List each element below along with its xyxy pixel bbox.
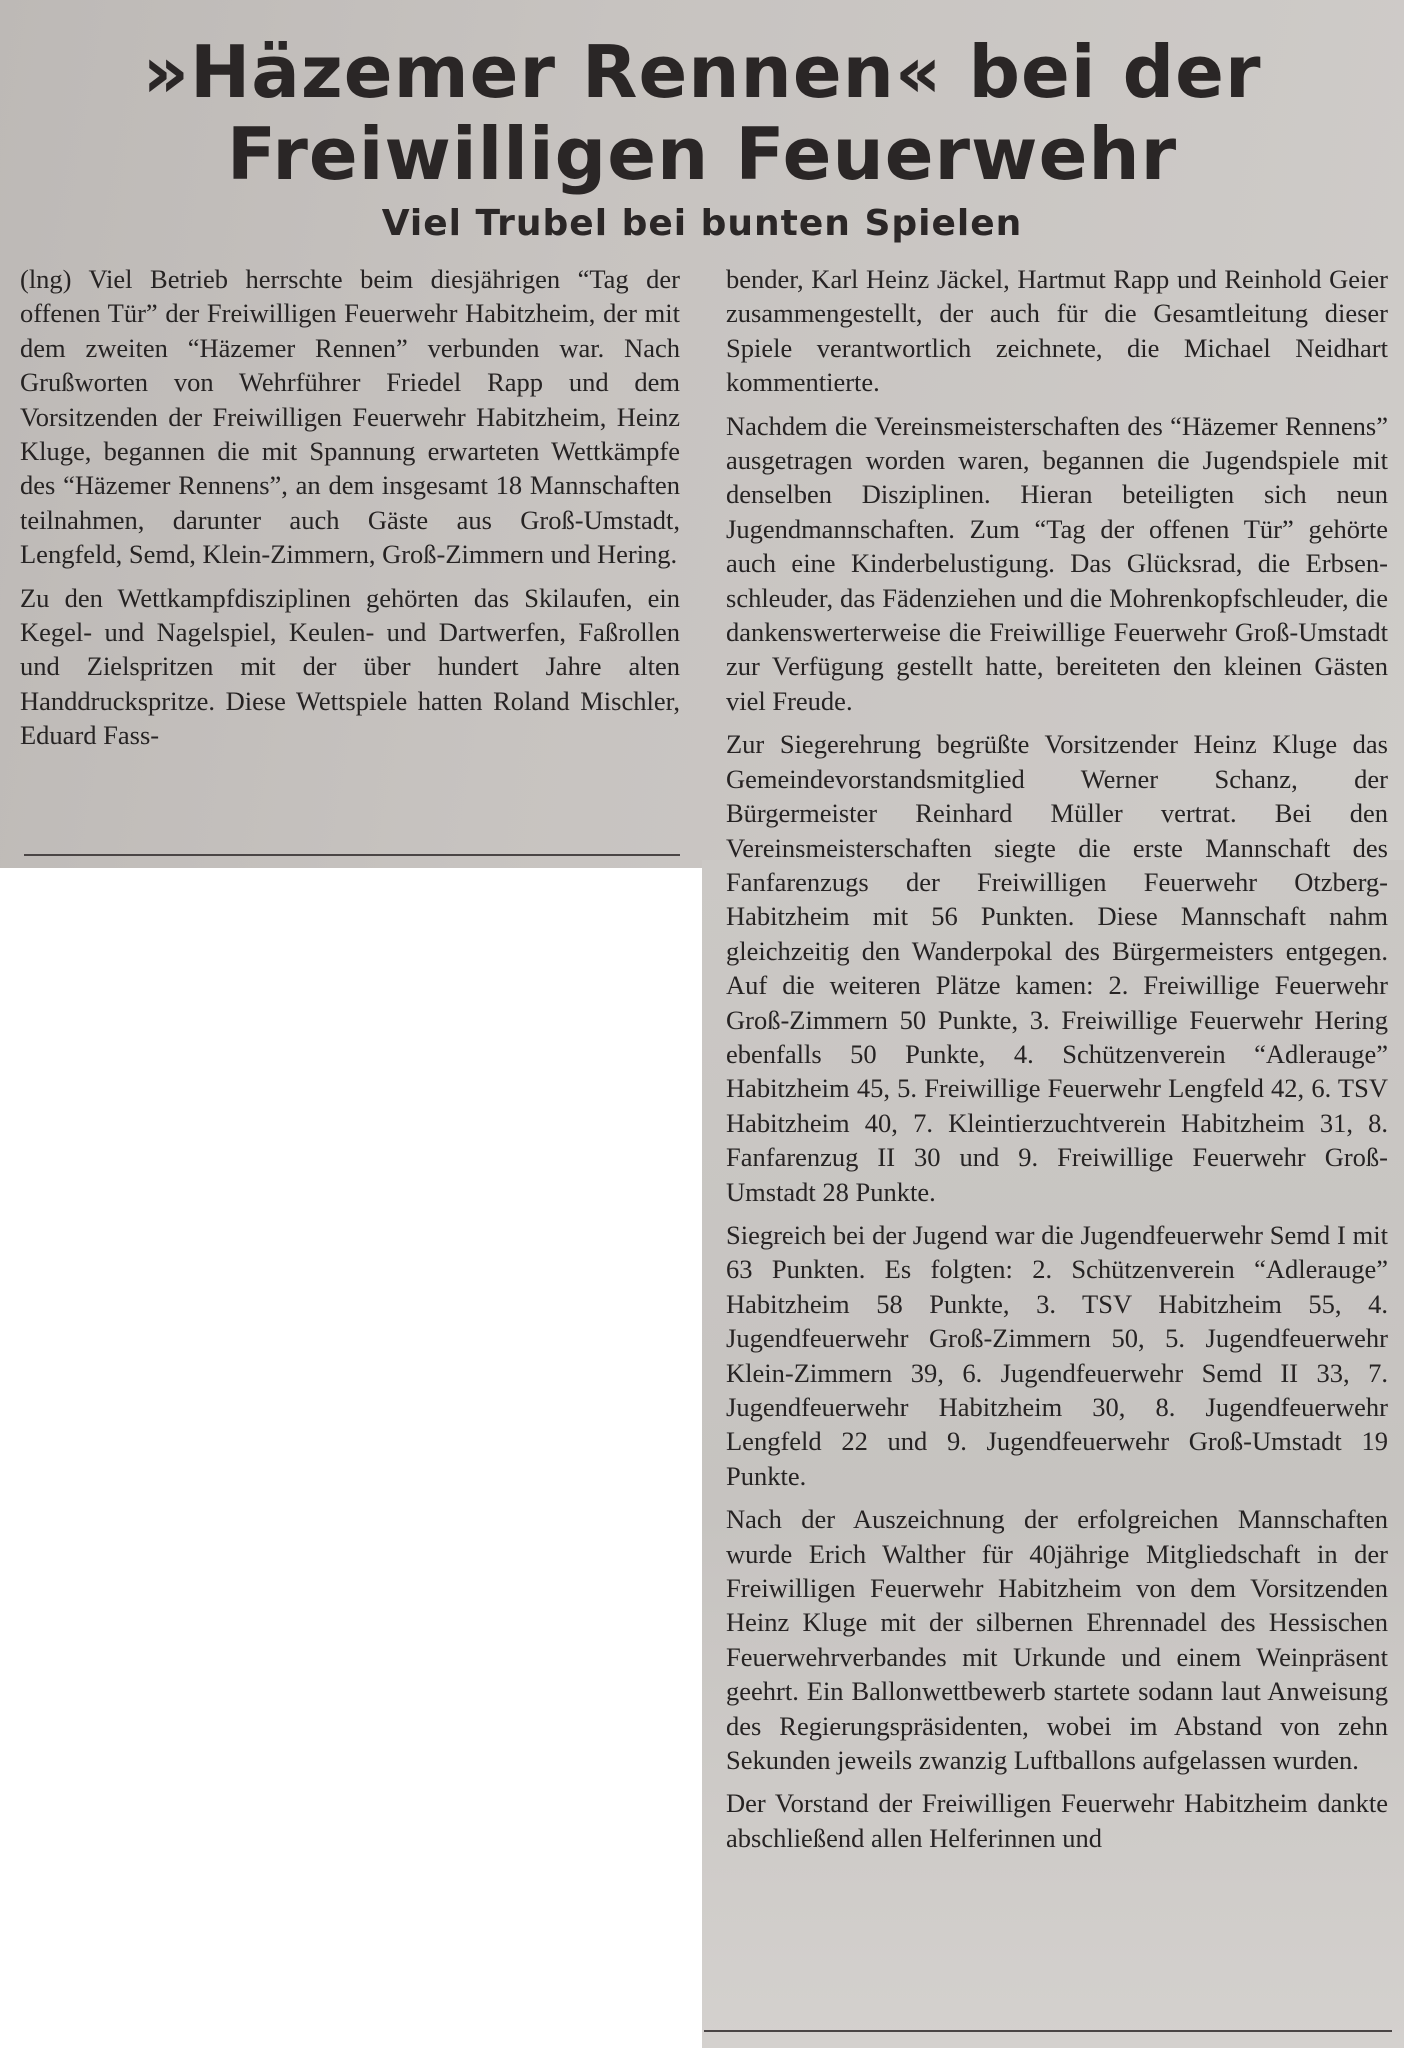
headline-line-1: »Häzemer Rennen« bei der [142,30,1262,114]
subheadline: Viel Trubel bei bunten Spielen [381,203,1023,244]
article-left-column [20,262,680,762]
paragraph: Siegreich bei der Jugend war die Jugendfeuerwehr Semd I mit 63 Punkten. Es folgten: 2. Schützenverein “Adlerauge” Habitzheim 58 Punkte, 3. TSV Habitzheim 55, 4. Jugendfeuerwehr Groß-Zimmern 50, 5. Jugendfeuerwehr Klein-Zimmern 39, 6. Jugendfeuerwehr Semd II 33, 7. Jugendfeuerwehr Habitzheim 30, 8. Jugendfeuerwehr Lengfeld 22 und 9. Jugendfeuerwehr Groß-Umstadt 19 Punkte. [726,1219,1388,1491]
paragraph: (lng) Viel Betrieb herrschte beim diesjährigen “Tag der offenen Tür” der Freiwilligen Feuerwehr Habitzheim, der mit dem zweiten “Häzemer Rennen” verbunden war. Nach Grußworten von Wehrführer Friedel Rapp und dem Vorsitzenden der Freiwilligen Feuerwehr Habitzheim, Heinz Kluge, begannen die mit Spannung erwarteten Wettkämpfe des “Häzemer Rennens”, an dem insgesamt 18 Mannschaften teilnahmen, darunter auch Gäste aus Groß-Umstadt, Lengfeld, Semd, Klein-Zimmern, Groß-Zimmern und Hering. [20,264,680,570]
paragraph: bender, Karl Heinz Jäckel, Hartmut Rapp und Reinhold Geier zusammengestellt, der auch für die Gesamtleitung dieser Spiele verantwortlich zeichnete, die Michael Neidhart kommentierte. [726,264,1388,398]
column-end-rule [24,854,680,856]
paragraph: Nach der Auszeichnung der erfolgreichen Mannschaften wurde Erich Walther für 40jährige Mitgliedschaft in der Freiwilligen Feuerwehr Habitzheim von dem Vorsitzenden Heinz Kluge mit der silbernen Ehrennadel des Hessischen Feuerwehrverbandes mit Urkunde und einem Weinpräsent geehrt. Ein Ballonwettbewerb startete sodann laut Anweisung des Regierungspräsidenten, wobei im Abstand von zehn Sekunden jeweils zwanzig Luftballons aufgelassen wurden. [726,1504,1388,1776]
paragraph: Nachdem die Vereinsmeisterschaften des “Häzemer Rennens” ausgetragen worden waren, begannen die Jugendspiele mit denselben Disziplinen. Hieran beteiligten sich neun Jugendmannschaften. Zum “Tag der offenen Tür” gehörte auch eine Kinderbelustigung. Das Glücksrad, die Erbsenschleuder, das Fädenziehen und die Mohrenkopfschleuder, die dankenswerterweise die Freiwillige Feuerwehr Groß-Umstadt zur Verfügung gestellt hatte, bereiteten den kleinen Gästen viel Freude. [726,410,1388,716]
paragraph: Zu den Wettkampfdisziplinen gehörten das Skilaufen, ein Kegel- und Nagelspiel, Keulen- und Dartwerfen, Faßrollen und Zielspritzen mit der über hundert Jahre alten Handdruckspritze. Diese Wettspiele hatten Roland Mischler, Eduard Fass- [20,582,680,751]
column-end-rule [704,2030,1392,2032]
headline-line-2: Freiwilligen Feuerwehr [226,112,1178,196]
article-right-column [726,262,1388,1864]
paragraph: Zur Siegerehrung begrüßte Vorsitzender Heinz Kluge das Gemeindevorstandsmitglied Werner Schanz, der Bürgermeister Reinhard Müller vertrat. Bei den Vereinsmeisterschaften siegte die erste Mannschaft des Fanfarenzugs der Freiwilligen Feuerwehr Otzberg-Habitzheim mit 56 Punkten. Diese Mannschaft nahm gleichzeitig den Wanderpokal des Bürgermeisters entgegen. Auf die weiteren Plätze kamen: 2. Freiwillige Feuerwehr Groß-Zimmern 50 Punkte, 3. Freiwillige Feuerwehr Hering ebenfalls 50 Punkte, 4. Schützenverein “Adlerauge” Habitzheim 45, 5. Freiwillige Feuerwehr Lengfeld 42, 6. TSV Habitzheim 40, 7. Kleintierzuchtverein Habitzheim 31, 8. Fanfarenzug II 30 und 9. Freiwillige Feuerwehr Groß-Umstadt 28 Punkte. [726,729,1388,1207]
paragraph: Der Vorstand der Freiwilligen Feuerwehr Habitzheim dankte abschließend allen Helferinnen und [726,1788,1388,1853]
